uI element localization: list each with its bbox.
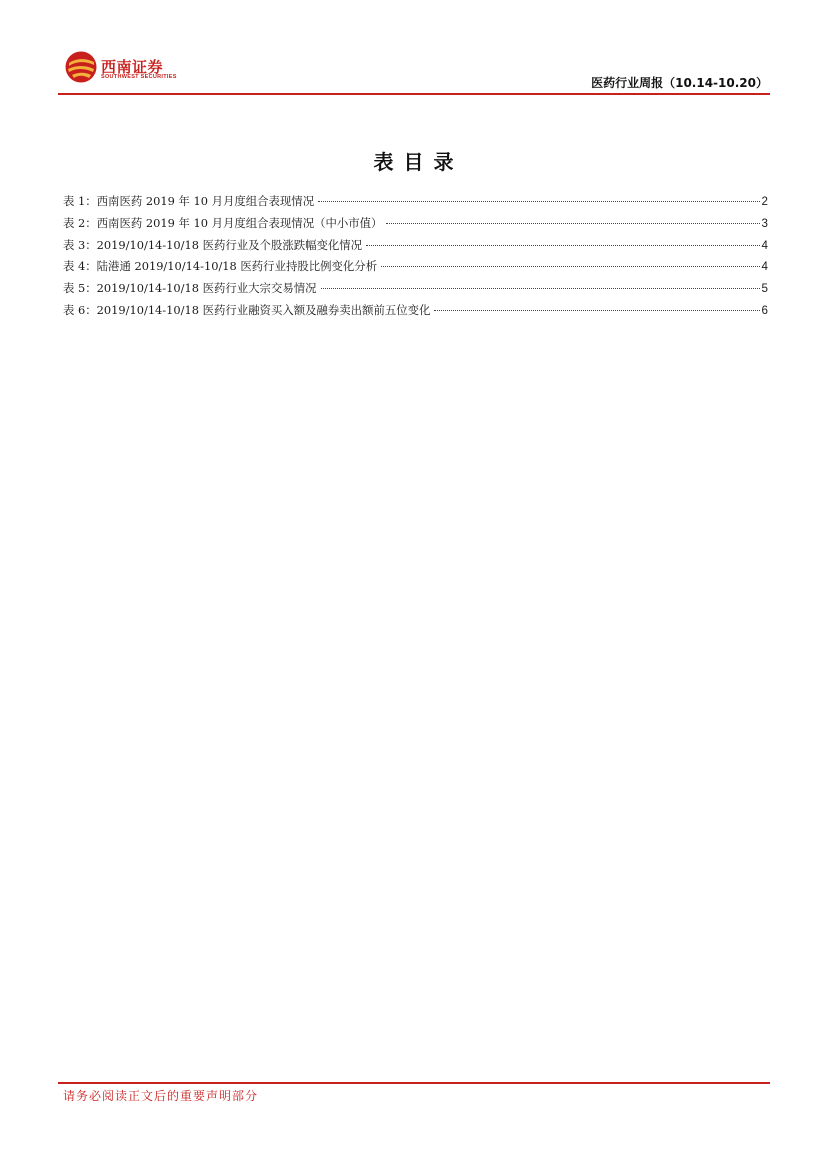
toc-entry-label bbox=[63, 237, 362, 253]
toc-entry-prefix: 表 6： bbox=[63, 302, 97, 317]
toc-entry[interactable] bbox=[63, 193, 768, 215]
toc-dot-leader bbox=[318, 201, 759, 202]
toc-entry-label bbox=[63, 280, 317, 296]
toc-dot-leader bbox=[381, 266, 759, 267]
toc-entry-prefix: 表 4： bbox=[63, 259, 97, 274]
table-of-contents bbox=[63, 193, 768, 324]
toc-entry-label bbox=[63, 193, 314, 209]
toc-entry-label bbox=[63, 258, 377, 274]
toc-entry-prefix: 表 2： bbox=[63, 215, 97, 230]
toc-entry[interactable] bbox=[63, 237, 768, 259]
toc-entry[interactable] bbox=[63, 215, 768, 237]
toc-dot-leader bbox=[434, 310, 759, 311]
toc-dot-leader bbox=[366, 245, 759, 246]
toc-entry-text: 2019/10/14-10/18 医药行业大宗交易情况 bbox=[96, 281, 317, 296]
toc-dot-leader bbox=[321, 288, 760, 289]
toc-page-number: 5 bbox=[761, 282, 768, 296]
toc-entry-prefix: 表 5： bbox=[63, 281, 97, 296]
toc-entry[interactable] bbox=[63, 302, 768, 324]
toc-page-number: 6 bbox=[761, 303, 768, 317]
page-header bbox=[58, 46, 770, 95]
footer-notice: 请务必阅读正文后的重要声明部分 bbox=[63, 1089, 259, 1103]
brand-logo bbox=[64, 50, 204, 84]
toc-entry-label bbox=[63, 215, 382, 231]
toc-entry-text: 2019/10/14-10/18 医药行业融资买入额及融券卖出额前五位变化 bbox=[96, 302, 431, 317]
brand-name-en: SOUTHWEST SECURITIES bbox=[101, 74, 177, 80]
toc-page-number: 2 bbox=[761, 195, 768, 208]
toc-entry[interactable] bbox=[63, 280, 768, 302]
toc-dot-leader bbox=[386, 223, 759, 224]
brand-name-cn: 西南证券 bbox=[101, 58, 164, 76]
report-title: 医药行业周报（10.14-10.20） bbox=[591, 76, 768, 90]
toc-entry-prefix: 表 1： bbox=[63, 194, 97, 208]
toc-entry-label bbox=[63, 302, 430, 318]
toc-page-number: 4 bbox=[761, 238, 768, 252]
footer-divider bbox=[58, 1082, 770, 1084]
southwest-securities-logo-icon bbox=[64, 50, 98, 84]
toc-entry-text: 陆港通 2019/10/14-10/18 医药行业持股比例变化分析 bbox=[96, 259, 378, 274]
toc-entry[interactable] bbox=[63, 258, 768, 280]
toc-page-number: 3 bbox=[761, 216, 768, 230]
toc-entry-prefix: 表 3： bbox=[63, 237, 97, 252]
toc-entry-text: 西南医药 2019 年 10 月月度组合表现情况（中小市值） bbox=[96, 215, 383, 230]
page-title: 表目录 bbox=[373, 150, 464, 174]
toc-entry-text: 西南医药 2019 年 10 月月度组合表现情况 bbox=[96, 194, 315, 208]
toc-page-number: 4 bbox=[761, 260, 768, 274]
toc-entry-text: 2019/10/14-10/18 医药行业及个股涨跌幅变化情况 bbox=[96, 237, 363, 252]
